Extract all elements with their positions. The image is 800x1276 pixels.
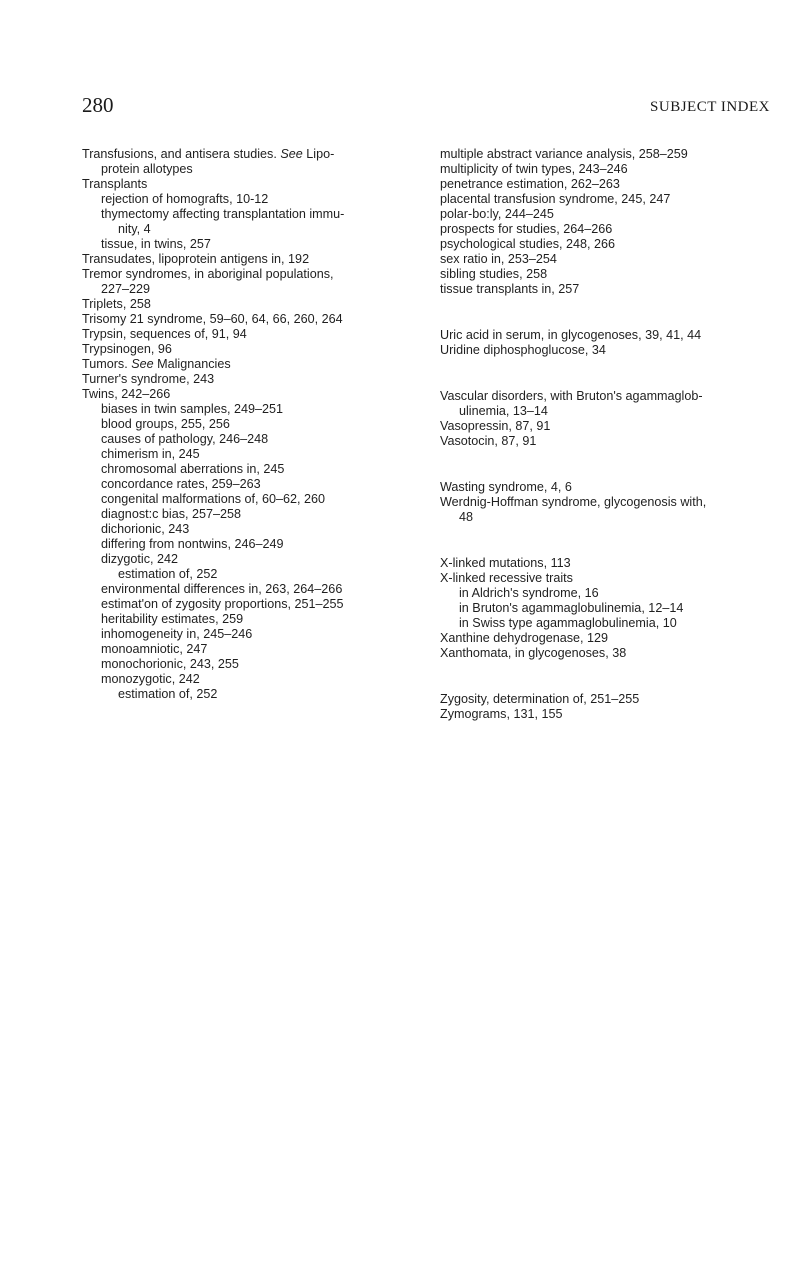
entry-text: Wasting syndrome, 4, 6 bbox=[440, 480, 572, 494]
entry-text: Triplets, 258 bbox=[82, 297, 151, 311]
entry-text: dizygotic, 242 bbox=[101, 552, 179, 566]
entry-text: heritability estimates, 259 bbox=[101, 612, 244, 626]
letter-group-gap bbox=[440, 525, 770, 556]
index-subentry bbox=[440, 404, 770, 419]
index-entry bbox=[82, 297, 427, 312]
letter-group-gap bbox=[440, 358, 770, 389]
entry-text: multiplicity of twin types, 243–246 bbox=[440, 162, 628, 176]
index-subentry bbox=[82, 417, 427, 432]
entry-text: monozygotic, 242 bbox=[101, 672, 200, 686]
entry-text: in Aldrich's syndrome, 16 bbox=[459, 586, 599, 600]
entry-text: X-linked recessive traits bbox=[440, 571, 573, 585]
entry-text: Trypsin, sequences of, 91, 94 bbox=[82, 327, 247, 341]
index-subentry bbox=[440, 586, 770, 601]
index-subentry bbox=[440, 616, 770, 631]
index-entry bbox=[440, 343, 770, 358]
entry-text: congenital malformations of, 60–62, 260 bbox=[101, 492, 326, 506]
entry-text: differing from nontwins, 246–249 bbox=[101, 537, 284, 551]
index-entry bbox=[440, 328, 770, 343]
index-subentry bbox=[82, 552, 427, 567]
index-entry bbox=[82, 357, 427, 372]
index-subentry bbox=[82, 627, 427, 642]
entry-text: Xanthine dehydrogenase, 129 bbox=[440, 631, 609, 645]
index-entry bbox=[82, 327, 427, 342]
letter-group-gap bbox=[440, 661, 770, 692]
index-entry bbox=[440, 419, 770, 434]
index-subentry bbox=[82, 507, 427, 522]
entry-text: Tumors. bbox=[82, 357, 128, 371]
entry-text: inhomogeneity in, 245–246 bbox=[101, 627, 253, 641]
index-subentry bbox=[82, 282, 427, 297]
index-subentry bbox=[82, 402, 427, 417]
index-subentry bbox=[82, 522, 427, 537]
index-subentry bbox=[82, 237, 427, 252]
index-column-right bbox=[440, 147, 770, 722]
entry-text: prospects for studies, 264–266 bbox=[440, 222, 613, 236]
index-subentry bbox=[82, 537, 427, 552]
entry-text: in Bruton's agammaglobulinemia, 12–14 bbox=[459, 601, 684, 615]
entry-text: diagnost:c bias, 257–258 bbox=[101, 507, 242, 521]
entry-text: Tremor syndromes, in aboriginal populations, bbox=[82, 267, 334, 281]
entry-text: tissue, in twins, 257 bbox=[101, 237, 211, 251]
index-entry bbox=[82, 267, 427, 282]
index-subentry bbox=[82, 597, 427, 612]
index-entry bbox=[440, 646, 770, 661]
index-entry bbox=[440, 631, 770, 646]
index-entry bbox=[82, 252, 427, 267]
entry-text: polar-bo:ly, 244–245 bbox=[440, 207, 554, 221]
entry-text: penetrance estimation, 262–263 bbox=[440, 177, 620, 191]
entry-text: rejection of homografts, 10-12 bbox=[101, 192, 269, 206]
entry-text: multiple abstract variance analysis, 258–259 bbox=[440, 147, 688, 161]
index-entry bbox=[440, 222, 770, 237]
index-entry bbox=[82, 177, 427, 192]
index-subentry bbox=[82, 567, 427, 582]
entry-text: protein allotypes bbox=[101, 162, 193, 176]
index-subentry bbox=[82, 207, 427, 222]
see-reference: See bbox=[280, 147, 303, 161]
entry-text: thymectomy affecting transplantation immu- bbox=[101, 207, 345, 221]
see-target: Lipo- bbox=[302, 147, 335, 161]
index-subentry bbox=[82, 162, 427, 177]
index-entry bbox=[82, 147, 427, 162]
entry-text: causes of pathology, 246–248 bbox=[101, 432, 269, 446]
index-entry bbox=[82, 342, 427, 357]
index-subentry bbox=[82, 657, 427, 672]
index-subentry bbox=[82, 672, 427, 687]
entry-text: in Swiss type agammaglobulinemia, 10 bbox=[459, 616, 677, 630]
entry-text: 227–229 bbox=[101, 282, 151, 296]
entry-text: Trisomy 21 syndrome, 59–60, 64, 66, 260, 264 bbox=[82, 312, 343, 326]
entry-text: concordance rates, 259–263 bbox=[101, 477, 261, 491]
index-entry bbox=[440, 707, 770, 722]
entry-text: tissue transplants in, 257 bbox=[440, 282, 580, 296]
entry-text: Werdnig-Hoffman syndrome, glycogenosis with, bbox=[440, 495, 707, 509]
index-entry bbox=[440, 282, 770, 297]
entry-text: X-linked mutations, 113 bbox=[440, 556, 571, 570]
entry-text: Transudates, lipoprotein antigens in, 192 bbox=[82, 252, 310, 266]
index-column-left bbox=[82, 147, 427, 702]
entry-text: sibling studies, 258 bbox=[440, 267, 548, 281]
see-target: Malignancies bbox=[153, 357, 231, 371]
index-subentry bbox=[82, 642, 427, 657]
entry-text: estimat'on of zygosity proportions, 251–255 bbox=[101, 597, 344, 611]
entry-text: chromosomal aberrations in, 245 bbox=[101, 462, 285, 476]
entry-text: Vascular disorders, with Bruton's agammaglob- bbox=[440, 389, 703, 403]
index-entry bbox=[440, 267, 770, 282]
entry-text: estimation of, 252 bbox=[118, 567, 218, 581]
entry-text: Twins, 242–266 bbox=[82, 387, 171, 401]
index-subentry bbox=[82, 687, 427, 702]
index-subentry bbox=[82, 222, 427, 237]
index-entry bbox=[440, 252, 770, 267]
entry-text: blood groups, 255, 256 bbox=[101, 417, 230, 431]
index-entry bbox=[440, 162, 770, 177]
entry-text: Transplants bbox=[82, 177, 148, 191]
entry-text: monoamniotic, 247 bbox=[101, 642, 208, 656]
index-entry bbox=[440, 556, 770, 571]
index-subentry bbox=[82, 477, 427, 492]
entry-text: estimation of, 252 bbox=[118, 687, 218, 701]
entry-text: psychological studies, 248, 266 bbox=[440, 237, 616, 251]
index-subentry bbox=[82, 462, 427, 477]
index-subentry bbox=[82, 492, 427, 507]
index-subentry bbox=[82, 582, 427, 597]
entry-text: Turner's syndrome, 243 bbox=[82, 372, 215, 386]
index-subentry bbox=[440, 601, 770, 616]
entry-text: Zygosity, determination of, 251–255 bbox=[440, 692, 640, 706]
index-subentry bbox=[82, 432, 427, 447]
index-subentry bbox=[82, 612, 427, 627]
entry-text: Zymograms, 131, 155 bbox=[440, 707, 563, 721]
entry-text: Uric acid in serum, in glycogenoses, 39, 41, 44 bbox=[440, 328, 702, 342]
index-entry bbox=[440, 434, 770, 449]
entry-text: environmental differences in, 263, 264–266 bbox=[101, 582, 343, 596]
index-entry bbox=[82, 312, 427, 327]
entry-text: Xanthomata, in glycogenoses, 38 bbox=[440, 646, 627, 660]
entry-text: chimerism in, 245 bbox=[101, 447, 200, 461]
entry-text: nity, 4 bbox=[118, 222, 151, 236]
entry-text: dichorionic, 243 bbox=[101, 522, 190, 536]
letter-group-gap bbox=[440, 297, 770, 328]
index-entry bbox=[440, 177, 770, 192]
entry-text: 48 bbox=[459, 510, 474, 524]
page-number: 280 bbox=[82, 93, 114, 117]
entry-text: Uridine diphosphoglucose, 34 bbox=[440, 343, 606, 357]
index-entry bbox=[440, 192, 770, 207]
running-title: SUBJECT INDEX bbox=[650, 99, 770, 115]
see-reference: See bbox=[131, 357, 154, 371]
index-entry bbox=[82, 372, 427, 387]
index-entry bbox=[440, 480, 770, 495]
index-entry bbox=[440, 495, 770, 510]
entry-text: monochorionic, 243, 255 bbox=[101, 657, 239, 671]
index-subentry bbox=[82, 447, 427, 462]
index-entry bbox=[440, 147, 770, 162]
entry-text: ulinemia, 13–14 bbox=[459, 404, 548, 418]
index-entry bbox=[440, 237, 770, 252]
entry-text: biases in twin samples, 249–251 bbox=[101, 402, 284, 416]
entry-text: sex ratio in, 253–254 bbox=[440, 252, 557, 266]
letter-group-gap bbox=[440, 449, 770, 480]
index-subentry bbox=[82, 192, 427, 207]
index-entry bbox=[440, 207, 770, 222]
entry-text: Trypsinogen, 96 bbox=[82, 342, 172, 356]
entry-text: Vasopressin, 87, 91 bbox=[440, 419, 551, 433]
index-subentry bbox=[440, 510, 770, 525]
index-entry bbox=[82, 387, 427, 402]
entry-text: placental transfusion syndrome, 245, 247 bbox=[440, 192, 671, 206]
index-entry bbox=[440, 692, 770, 707]
index-entry bbox=[440, 389, 770, 404]
entry-text: Transfusions, and antisera studies. bbox=[82, 147, 277, 161]
entry-text: Vasotocin, 87, 91 bbox=[440, 434, 537, 448]
index-entry bbox=[440, 571, 770, 586]
